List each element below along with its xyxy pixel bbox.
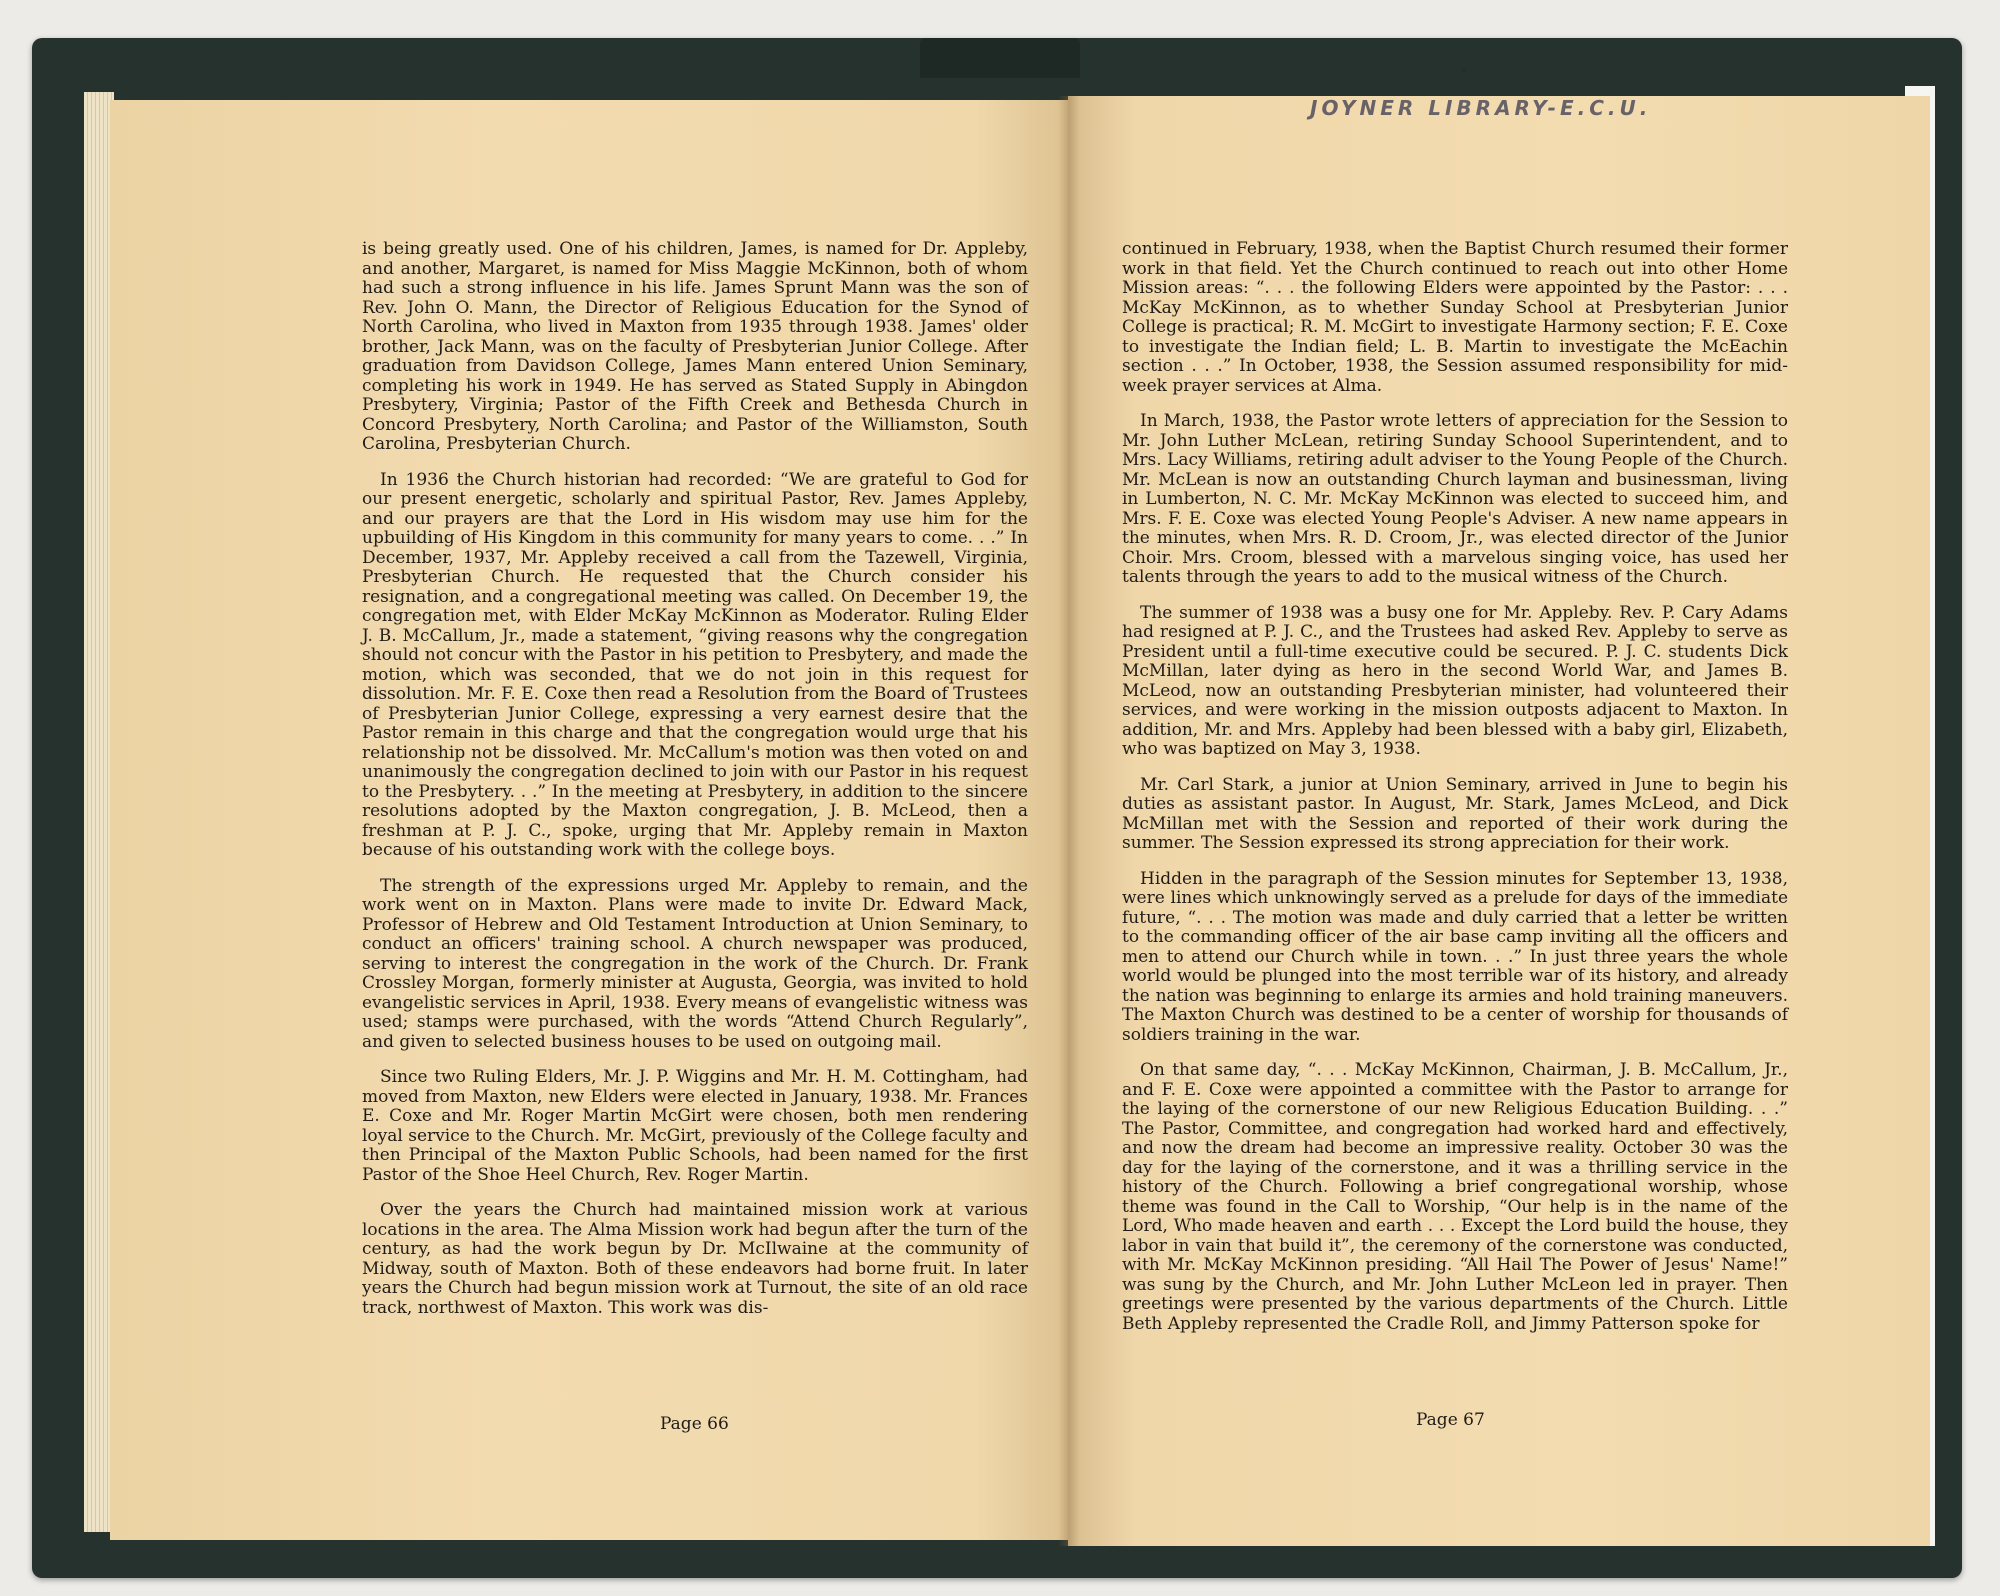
paragraph: Since two Ruling Elders, Mr. J. P. Wiggins and Mr. H. M. Cottingham, had moved from Maxton, new Elders were elected in January, 1938. Mr. Frances E. Coxe and Mr. Roger Martin McGirt were chosen, both men rendering loyal service to the Church. Mr. McGirt, previously of the College faculty and then Principal of the Maxton Public Schools, had been named for the first Pastor of the Shoe Heel Church, Rev. Roger Martin. [362, 1067, 1028, 1185]
left-page-text [362, 240, 1028, 1334]
paragraph: In March, 1938, the Pastor wrote letters of appreciation for the Session to Mr. John Luther McLean, retiring Sunday Schoool Superintendent, and to Mrs. Lacy Williams, retiring adult adviser to the Young People of the Church. Mr. McLean is now an outstanding Church layman and businessman, living in Lumberton, N. C. Mr. McKay McKinnon was elected to succeed him, and Mrs. F. E. Coxe was elected Young People's Adviser. A new name appears in the minutes, when Mrs. R. D. Croom, Jr., was elected director of the Junior Choir. Mrs. Croom, blessed with a marvelous singing voice, has used her talents through the years to add to the musical witness of the Church. [1122, 411, 1788, 587]
paragraph: The summer of 1938 was a busy one for Mr. Appleby. Rev. P. Cary Adams had resigned at P. J. C., and the Trustees had asked Rev. Appleby to serve as President until a full-time executive could be secured. P. J. C. students Dick McMillan, later dying as hero in the second World War, and James B. McLeod, now an outstanding Presbyterian minister, had volunteered their services, and were working in the mission outposts adjacent to Maxton. In addition, Mr. and Mrs. Appleby had been blessed with a baby girl, Elizabeth, who was baptized on May 3, 1938. [1122, 602, 1788, 759]
right-page-text [1122, 240, 1788, 1350]
paragraph: In 1936 the Church historian had recorded: “We are grateful to God for our present energetic, scholarly and spiritual Pastor, Rev. James Appleby, and our prayers are that the Lord in His wisdom may use him for the upbuilding of His Kingdom in this community for many years to come. . .” In December, 1937, Mr. Appleby received a call from the Tazewell, Virginia, Presbyterian Church. He requested that the Church consider his resignation, and a congregational meeting was called. On December 19, the congregation met, with Elder McKay McKinnon as Moderator. Ruling Elder J. B. McCallum, Jr., made a statement, “giving reasons why the congregation should not concur with the Pastor in his petition to Presbytery, and made the motion, which was seconded, that we do not join in this request for dissolution. Mr. F. E. Coxe then read a Resolution from the Board of Trustees of Presbyterian Junior College, expressing a very earnest desire that the Pastor remain in this charge and that the congregation would urge that his relationship not be dissolved. Mr. McCallum's motion was then voted on and unanimously the congregation declined to join with our Pastor in his request to the Presbytery. . .” In the meeting at Presbytery, in addition to the sincere resolutions adopted by the Maxton congregation, J. B. McLeod, then a freshman at P. J. C., spoke, urging that Mr. Appleby remain in Maxton because of his outstanding work with the college boys. [362, 469, 1028, 860]
paragraph: Hidden in the paragraph of the Session minutes for September 13, 1938, were lines which unknowingly served as a prelude for days of the immediate future, “. . . The motion was made and duly carried that a letter be written to the commanding officer of the air base camp inviting all the officers and men to attend our Church while in town. . .” In just three years the whole world would be plunged into the most terrible war of its history, and already the nation was beginning to enlarge its armies and hold training maneuvers. The Maxton Church was destined to be a center of worship for thousands of soldiers training in the war. [1122, 868, 1788, 1045]
page-number-right: Page 67 [1416, 1410, 1485, 1430]
paragraph: Mr. Carl Stark, a junior at Union Seminary, arrived in June to begin his duties as assistant pastor. In August, Mr. Stark, James McLeod, and Dick McMillan met with the Session and reported of their work during the summer. The Session expressed its strong appreciation for their work. [1122, 774, 1788, 853]
page-number-left: Page 66 [660, 1414, 729, 1434]
paragraph: The strength of the expressions urged Mr. Appleby to remain, and the work went on in Maxton. Plans were made to invite Dr. Edward Mack, Professor of Hebrew and Old Testament Introduction at Union Seminary, to conduct an officers' training school. A church newspaper was produced, serving to interest the congregation in the work of the Church. Dr. Frank Crossley Morgan, formerly minister at Augusta, Georgia, was invited to hold evangelistic services in April, 1938. Every means of evangelistic witness was used; stamps were purchased, with the words “Attend Church Regularly”, and given to selected business houses to be used on outgoing mail. [362, 875, 1028, 1052]
paragraph: is being greatly used. One of his children, James, is named for Dr. Appleby, and another, Margaret, is named for Miss Maggie McKinnon, both of whom had such a strong influence in his life. James Sprunt Mann was the son of Rev. John O. Mann, the Director of Religious Education for the Synod of North Carolina, who lived in Maxton from 1935 through 1938. James' older brother, Jack Mann, was on the faculty of Presbyterian Junior College. After graduation from Davidson College, James Mann entered Union Seminary, completing his work in 1949. He has served as Stated Supply in Abingdon Presbytery, Virginia; Pastor of the Fifth Creek and Bethesda Church in Concord Presbytery, North Carolina; and Pastor of the Williamston, South Carolina, Presbyterian Church. [362, 239, 1028, 454]
paragraph: On that same day, “. . . McKay McKinnon, Chairman, J. B. McCallum, Jr., and F. E. Coxe were appointed a committee with the Pastor to arrange for the laying of the cornerstone of our new Religious Education Building. . .” The Pastor, Committee, and congregation had worked hard and effectively, and now the dream had become an impressive reality. October 30 was the day for the laying of the cornerstone, and it was a thrilling service in the history of the Church. Following a brief congregational worship, whose theme was found in the Call to Worship, “Our help is in the name of the Lord, Who made heaven and earth . . . Except the Lord build the house, they labor in vain that build it”, the ceremony of the cornerstone was conducted, with Mr. McKay McKinnon presiding. “All Hail The Power of Jesus' Name!” was sung by the Church, and Mr. John Luther McLeon led in prayer. Then greetings were presented by the various departments of the Church. Little Beth Appleby represented the Cradle Roll, and Jimmy Patterson spoke for [1122, 1060, 1788, 1334]
paragraph: continued in February, 1938, when the Baptist Church resumed their former work in that field. Yet the Church continued to reach out into other Home Mission areas: “. . . the following Elders were appointed by the Pastor: . . . McKay McKinnon, as to whether Sunday School at Presbyterian Junior College is practical; R. M. McGirt to investigate Harmony section; F. E. Coxe to investigate the Indian field; L. B. Martin to investigate the McEachin section . . .” In October, 1938, the Session assumed responsibility for mid-week prayer services at Alma. [1122, 239, 1788, 396]
paragraph: Over the years the Church had maintained mission work at various locations in the area. The Alma Mission work had begun after the turn of the century, as had the work begun by Dr. McIlwaine at the community of Midway, south of Maxton. Both of these endeavors had borne fruit. In later years the Church had begun mission work at Turnout, the site of an old race track, northwest of Maxton. This work was dis- [362, 1200, 1028, 1318]
speck [1462, 68, 1466, 72]
library-stamp: JOYNER LIBRARY-E.C.U. [1310, 96, 1652, 120]
book-spine [920, 38, 1080, 78]
book-gutter [1058, 96, 1080, 1546]
